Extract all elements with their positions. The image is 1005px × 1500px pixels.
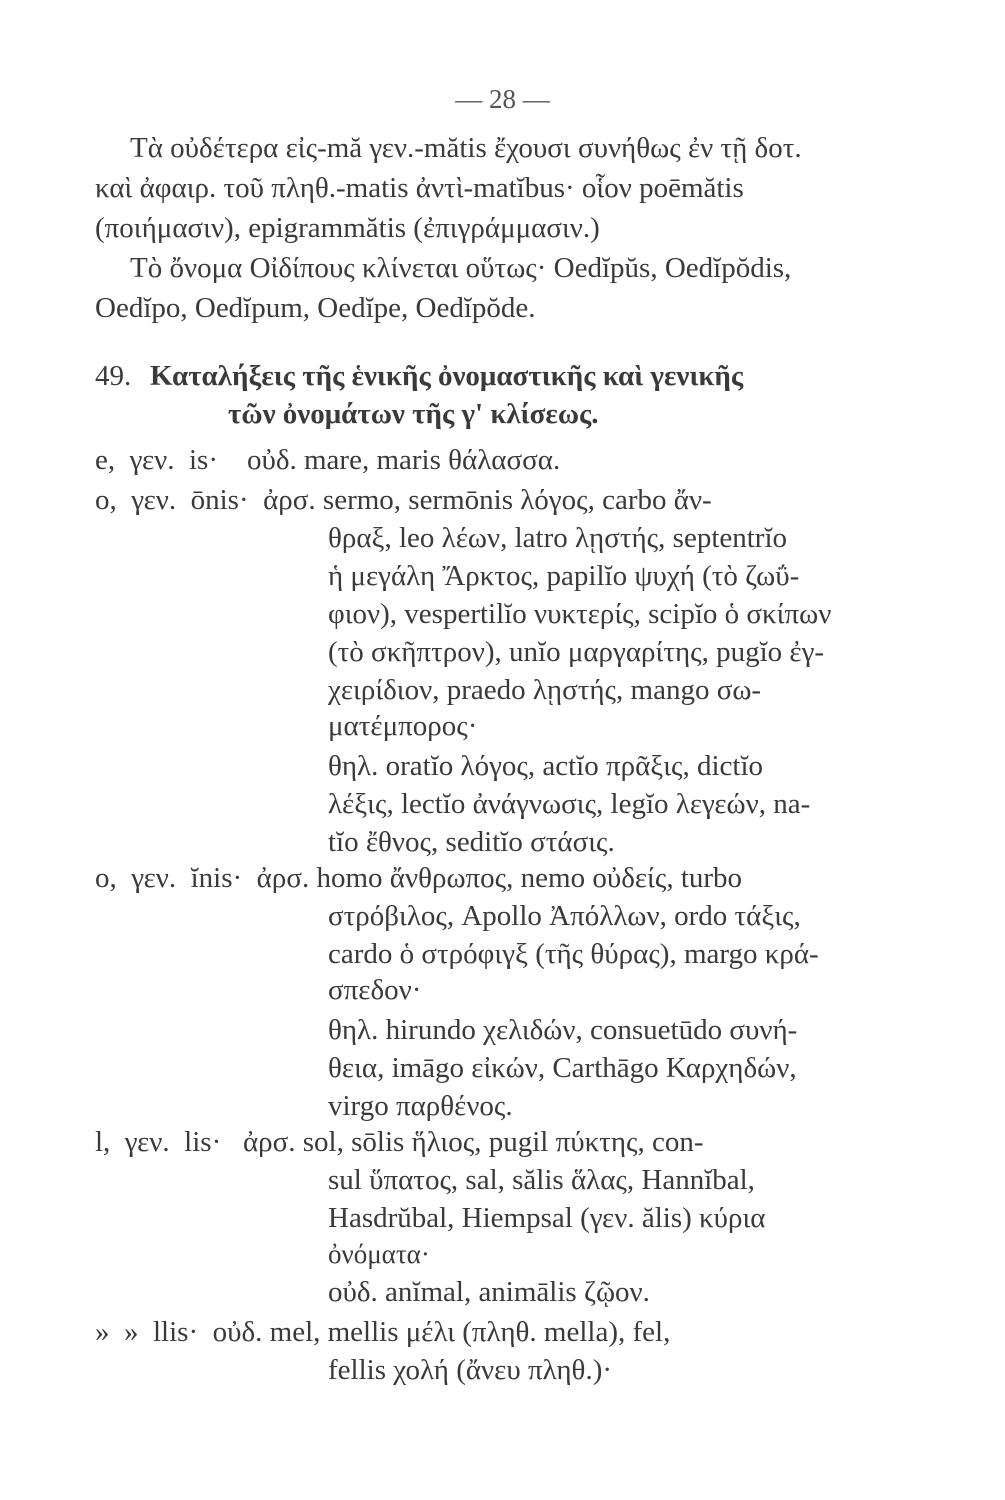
entry-line: θηλ. oratĭo λόγος, actĭo πρᾶξις, dictĭo: [328, 750, 764, 782]
entry-line: ἡ μεγάλη Ἄρκτος, papilĭo ψυχή (τὸ ζωΰ-: [328, 560, 800, 592]
entry-line: o, γεν. ĭnis· ἀρσ. homo ἄνθρωπος, nemo οὐδείς, turbo: [95, 862, 743, 894]
entry-line: θεια, imāgo εἰκών, Carthāgo Καρχηδών,: [328, 1052, 797, 1084]
entry-line: o, γεν. ōnis· ἀρσ. sermo, sermōnis λόγος, carbo ἄν-: [95, 484, 712, 516]
entry-line: ὀνόματα·: [328, 1239, 430, 1269]
entry-line: cardo ὁ στρόφιγξ (τῆς θύρας), margo κρά-: [328, 938, 819, 970]
entry-line: οὐδ. anĭmal, animālis ζῷον.: [328, 1276, 650, 1308]
page-number: — 28 —: [455, 84, 550, 114]
entry-line: virgo παρθένος.: [328, 1090, 513, 1122]
intro-line-2: καὶ ἀφαιρ. τοῦ πληθ.-matis ἀντὶ-matĭbus· οἷον poēmătis: [95, 172, 744, 204]
entry-line: l, γεν. lis· ἀρσ. sol, sōlis ἥλιος, pugil πύκτης, con-: [95, 1126, 704, 1158]
entry-line: Hasdrŭbal, Hiempsal (γεν. ălis) κύρια: [328, 1202, 766, 1234]
section-title-line-1: Καταλήξεις τῆς ἑνικῆς ὀνομαστικῆς καὶ γενικῆς: [150, 360, 744, 392]
intro-line-3: (ποιήμασιν), epigrammătis (ἐπιγράμμασιν.): [95, 212, 600, 244]
section-number: 49.: [95, 360, 132, 392]
entry-line: σπεδον·: [328, 974, 422, 1006]
entry-line: tĭo ἔθνος, seditĭo στάσις.: [328, 826, 615, 858]
section-title-line-2: τῶν ὀνομάτων τῆς γ' κλίσεως.: [228, 398, 599, 430]
intro-line-5: Oedĭpo, Oedĭpum, Oedĭpe, Oedĭpŏde.: [95, 292, 536, 324]
entry-line: λέξις, lectĭo ἀνάγνωσις, legĭo λεγεών, na-: [328, 788, 811, 820]
entry-line: » » llis· οὐδ. mel, mellis μέλι (πληθ. mella), fel,: [95, 1316, 671, 1348]
entry-line: θηλ. hirundo χελιδών, consuetūdo συνή-: [328, 1014, 798, 1046]
intro-line-4: Τὸ ὄνομα Οἰδίπους κλίνεται οὕτως· Oedĭpŭs, Oedĭpŏdis,: [130, 252, 792, 284]
entry-line: φιον), vespertilĭo νυκτερίς, scipĭo ὁ σκίπων: [328, 598, 832, 630]
entry-line: e, γεν. is· οὐδ. mare, maris θάλασσα.: [95, 444, 561, 476]
entry-line: sul ὕπατος, sal, sălis ἅλας, Hannĭbal,: [328, 1164, 755, 1196]
entry-line: (τὸ σκῆπτρον), unĭo μαργαρίτης, pugĭo ἐγ-: [328, 636, 825, 668]
intro-line-1: Τὰ οὐδέτερα εἰς-mă γεν.-mătis ἔχουσι συνήθως ἐν τῇ δοτ.: [130, 132, 802, 164]
entry-line: ματέμπορος·: [328, 710, 478, 742]
entry-line: στρόβιλος, Apollo Ἀπόλλων, ordo τάξις,: [328, 900, 801, 932]
entry-line: fellis χολή (ἄνευ πληθ.)·: [328, 1354, 613, 1386]
entry-line: θραξ, leo λέων, latro λῃστής, septentrĭo: [328, 522, 788, 554]
entry-line: χειρίδιον, praedo λῃστής, mango σω-: [328, 674, 762, 706]
